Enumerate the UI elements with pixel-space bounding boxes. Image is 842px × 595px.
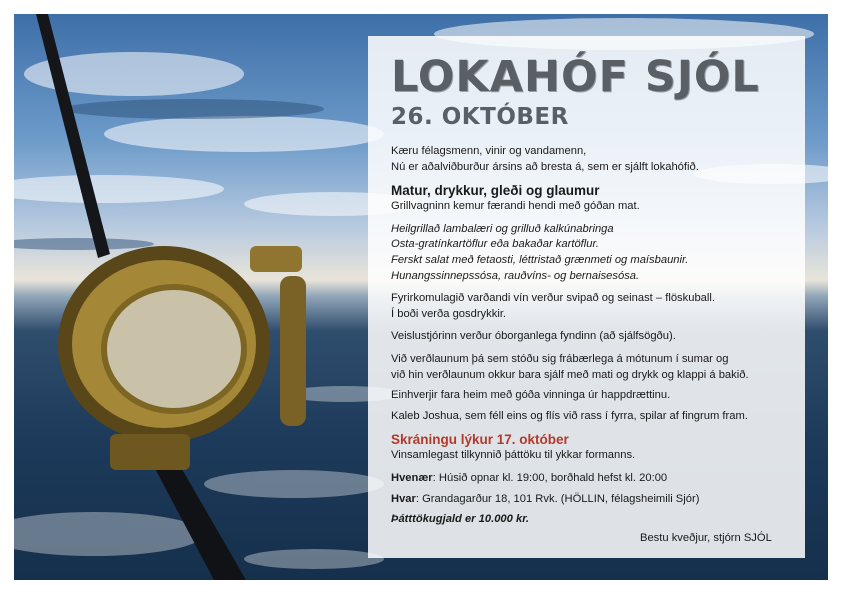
host-text: Veislustjórinn verður óborganlega fyndinn (að sjálfsögðu).	[391, 330, 676, 343]
when-value: : Húsið opnar kl. 19:00, borðhald hefst kl. 20:00	[432, 471, 668, 484]
wine-text: Fyrirkomulagið varðandi vín verður svipað og seinast – flöskuball.	[391, 292, 715, 305]
invitation-body	[391, 144, 791, 528]
event-title: LOKAHÓF SJÓL	[391, 52, 760, 102]
where-line	[391, 492, 791, 508]
registration-heading: Skráningu lýkur 17. október	[391, 432, 569, 448]
music-text: Kaleb Joshua, sem féll eins og flís við rass í fyrra, spilar af fingrum fram.	[391, 409, 748, 422]
menu-item: Hunangssinnepssósa, rauðvíns- og bernaisesósa.	[391, 269, 640, 282]
menu-item: Heilgrillað lambalæri og grilluð kalkúnabringa	[391, 222, 614, 235]
where-value: : Grandagarður 18, 101 Rvk. (HÖLLIN, félagsheimili Sjór)	[415, 492, 700, 505]
where-label: Hvar	[391, 492, 416, 505]
event-date: 26. OKTÓBER	[391, 104, 569, 130]
when-label: Hvenær	[391, 471, 433, 484]
food-intro: Grillvagninn kemur færandi hendi með góðan mat.	[391, 200, 640, 213]
registration-text: Vinsamlegast tilkynnið þáttöku til ykkar formanns.	[391, 449, 636, 462]
signature: Bestu kveðjur, stjórn SJÓL	[640, 532, 772, 544]
lottery-text: Einhverjir fara heim með góða vinninga úr happdrættinu.	[391, 389, 671, 402]
fee-text: Þátttökugjald er 10.000 kr.	[391, 513, 530, 526]
intro-text: Nú er aðalviðburður ársins að bresta á, sem er sjálft lokahófið.	[391, 160, 699, 173]
awards-text: Við verðlaunum þá sem stóðu sig frábærlega á mótunum í sumar og	[391, 352, 729, 365]
awards-text-2: við hin verðlaunum okkur bara sjálf með mati og drykk og klappi á bakið.	[391, 368, 749, 381]
menu-item: Ferskt salat með fetaosti, léttristað grænmeti og maísbaunir.	[391, 253, 689, 266]
greeting: Kæru félagsmenn, vinir og vandamenn,	[391, 145, 587, 157]
when-line	[391, 471, 791, 487]
food-heading: Matur, drykkur, gleði og glaumur	[391, 183, 600, 199]
wine-text-2: Í boði verða gosdrykkir.	[391, 307, 507, 320]
menu-item: Osta-gratínkartöflur eða bakaðar kartöflur.	[391, 238, 599, 251]
